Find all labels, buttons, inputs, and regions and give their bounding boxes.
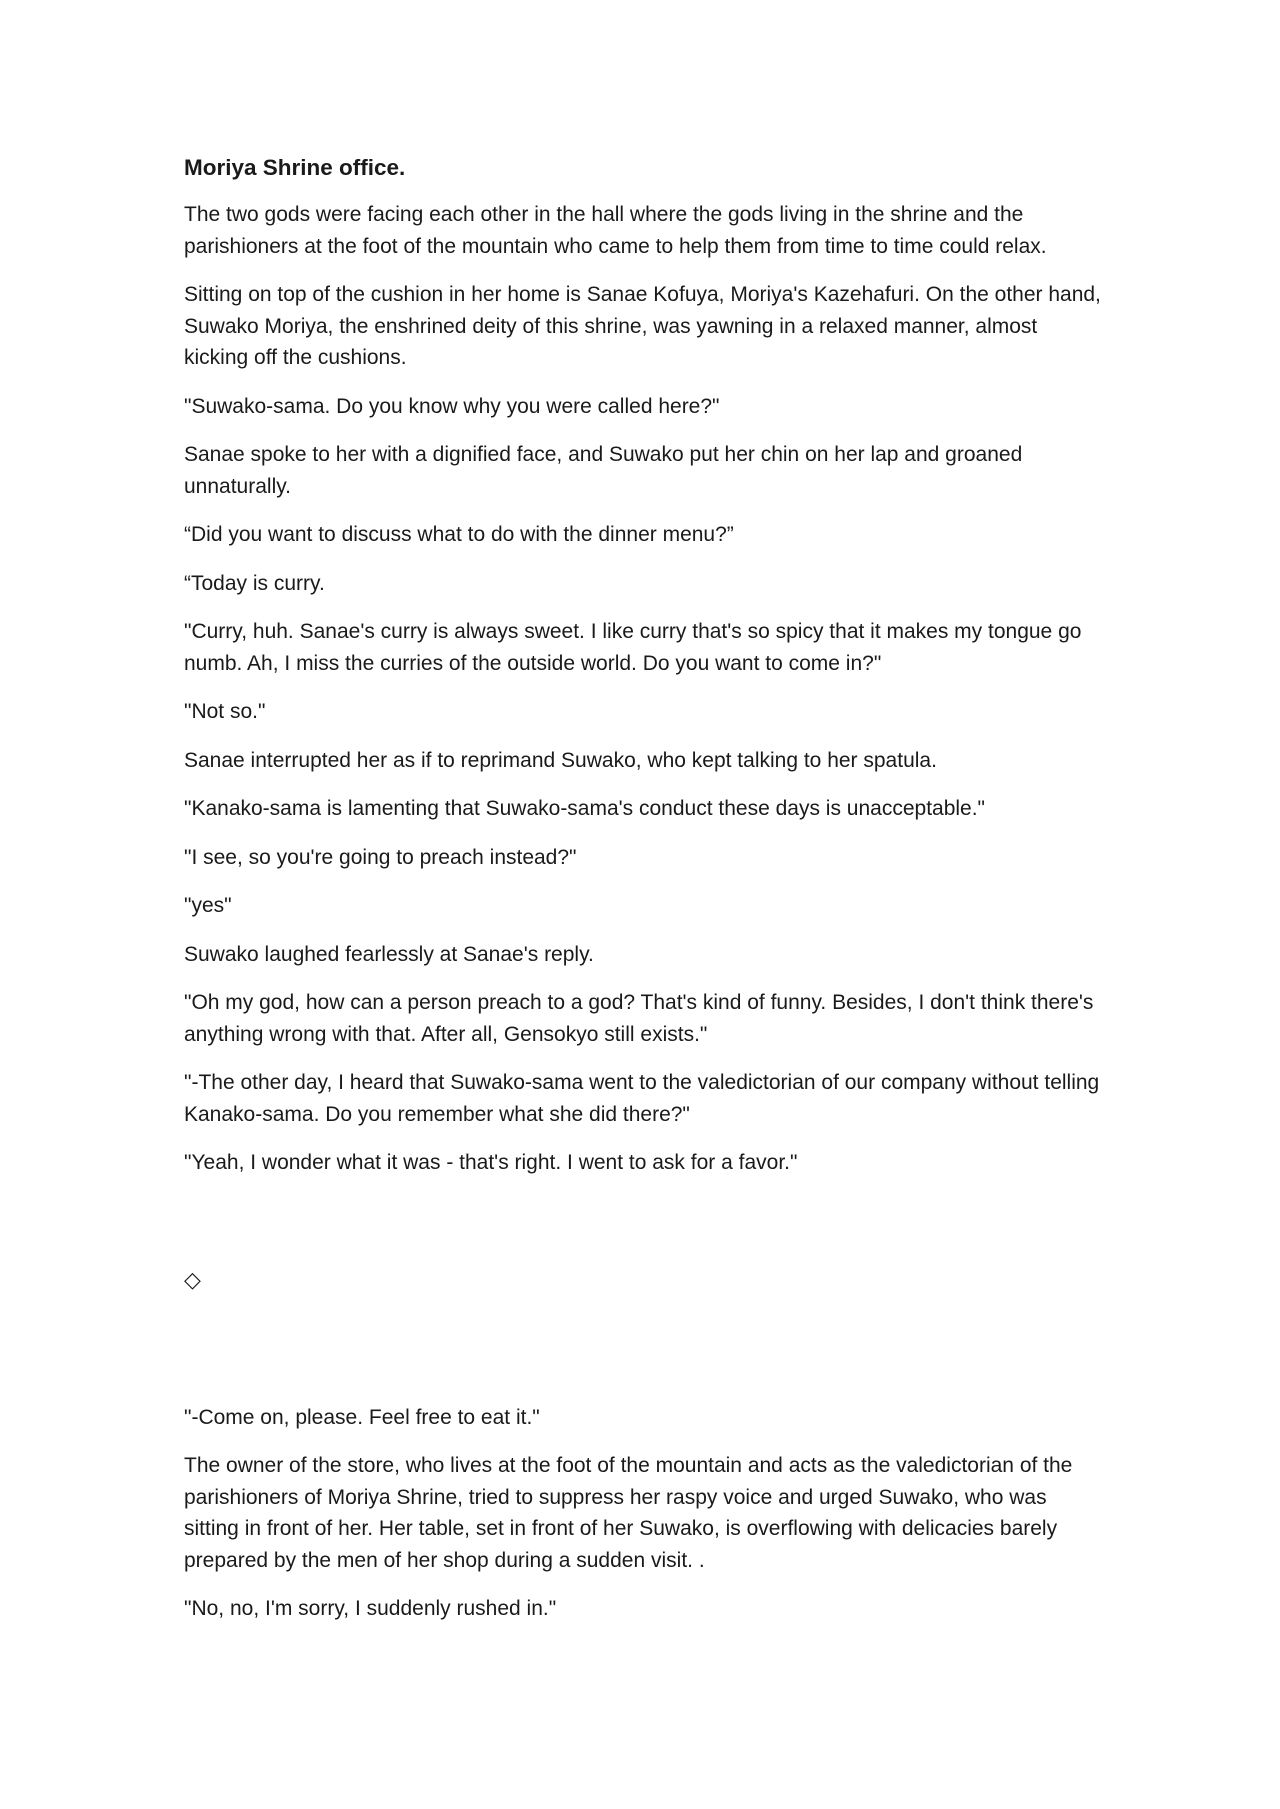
paragraph: "I see, so you're going to preach instead?" bbox=[184, 845, 577, 869]
paragraph: Sanae spoke to her with a dignified face, and Suwako put her chin on her lap and groaned unnaturally. bbox=[184, 443, 1023, 498]
paragraph: Sanae interrupted her as if to reprimand Suwako, who kept talking to her spatula. bbox=[184, 748, 937, 772]
spacer bbox=[184, 1196, 1104, 1264]
paragraph: The two gods were facing each other in the hall where the gods living in the shrine and the parishioners at the foot of the mountain who came to help them from time to time could relax. bbox=[184, 203, 1047, 258]
section-1 bbox=[184, 199, 1104, 1179]
paragraph: The owner of the store, who lives at the foot of the mountain and acts as the valedictorian of the parishioners of Moriya Shrine, tried to suppress her raspy voice and urged Suwako, who was sitting in front of her. Her table, set in front of her Suwako, is overflowing with delicacies barely prepared by the men of her shop during a sudden visit. . bbox=[184, 1454, 1073, 1572]
paragraph: “Did you want to discuss what to do with the dinner menu?” bbox=[184, 523, 734, 546]
paragraph: "Not so." bbox=[184, 700, 266, 723]
paragraph: "-The other day, I heard that Suwako-sama went to the valedictorian of our company without telling Kanako-sama. Do you remember what she did there?" bbox=[184, 1071, 1100, 1126]
paragraph: "Oh my god, how can a person preach to a god? That's kind of funny. Besides, I don't think there's anything wrong with that. After all, Gensokyo still exists." bbox=[184, 991, 1094, 1046]
paragraph: "Kanako-sama is lamenting that Suwako-sama's conduct these days is unacceptable." bbox=[184, 797, 986, 820]
spacer bbox=[184, 1296, 1104, 1402]
paragraph: "Curry, huh. Sanae's curry is always sweet. I like curry that's so spicy that it makes my tongue go numb. Ah, I miss the curries of the outside world. Do you want to come in?" bbox=[184, 620, 1082, 675]
paragraph: "Suwako-sama. Do you know why you were called here?" bbox=[184, 394, 720, 418]
paragraph: Sitting on top of the cushion in her home is Sanae Kofuya, Moriya's Kazehafuri. On the other hand, Suwako Moriya, the enshrined deity of this shrine, was yawning in a relaxed manner, almost kicking off the cushions. bbox=[184, 283, 1101, 369]
paragraph: “Today is curry. bbox=[184, 571, 325, 595]
paragraph: "-Come on, please. Feel free to eat it." bbox=[184, 1405, 540, 1429]
paragraph: "No, no, I'm sorry, I suddenly rushed in." bbox=[184, 1597, 557, 1620]
paragraph: "yes" bbox=[184, 894, 232, 917]
paragraph: Suwako laughed fearlessly at Sanae's reply. bbox=[184, 942, 594, 966]
section-2 bbox=[184, 1402, 1104, 1625]
section-heading: Moriya Shrine office. bbox=[184, 155, 406, 180]
paragraph: "Yeah, I wonder what it was - that's right. I went to ask for a favor." bbox=[184, 1151, 798, 1174]
document-body bbox=[184, 152, 1104, 1642]
scene-break-diamond: ◇ bbox=[184, 1266, 201, 1292]
